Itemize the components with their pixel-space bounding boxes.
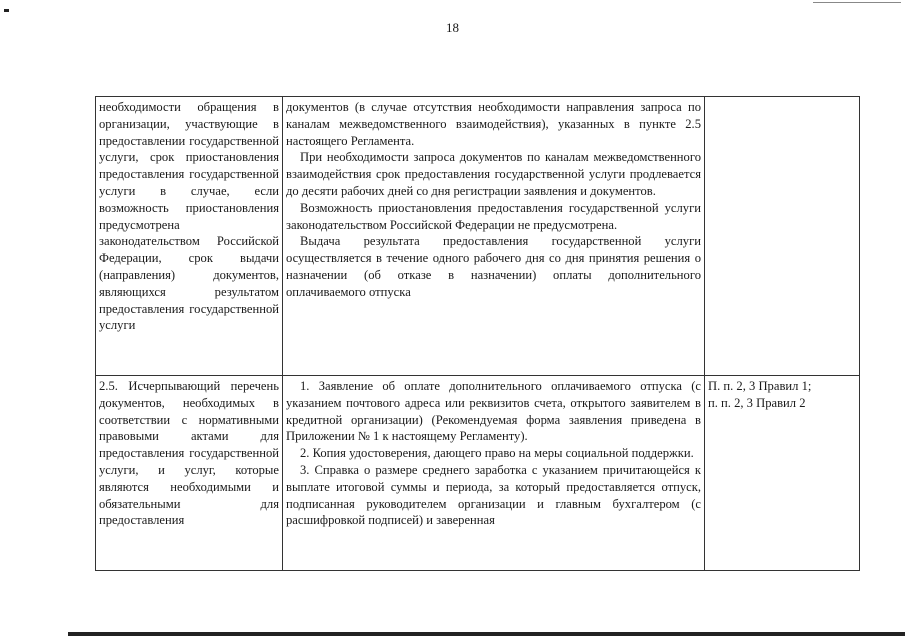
page-number: 18 <box>446 20 459 35</box>
paragraph: документов (в случае отсутствия необходимости направления запроса по каналам межведомственного взаимодействия), указанных в пункте 2.5 настоящего Регламента. <box>286 100 701 148</box>
paragraph: 1. Заявление об оплате дополнительного оплачиваемого отпуска (с указанием почтового адреса или реквизитов счета, открытого заявителем в кредитной организации) (Рекомендуемая форма заявления приведена в Приложении № 1 к настоящему Регламенту). <box>286 379 701 444</box>
table-cell-reference <box>705 376 860 571</box>
table-row <box>96 97 860 376</box>
table-cell-requirement: необходимости обращения в организации, участвующие в предоставлении государственной услуги, срок приостановления предоставления государственной услуги в случае, если возможность приостановления предусмотрена законодательством Российской Федерации, срок выдачи (направления) документов, являющихся результатом предоставления государственной услуги <box>96 97 283 376</box>
paragraph: При необходимости запроса документов по каналам межведомственного взаимодействия срок предоставления государственной услуги продлевается до десяти рабочих дней со дня регистрации заявления и документов. <box>286 150 701 198</box>
paragraph: Возможность приостановления предоставления государственной услуги законодательством Российской Федерации не предусмотрена. <box>286 200 701 232</box>
reference-line: п. п. 2, 3 Правил 2 <box>708 395 806 410</box>
table-cell-content <box>283 376 705 571</box>
regulation-table <box>95 96 860 571</box>
paragraph: 3. Справка о размере среднего заработка с указанием причитающейся к выплате итоговой суммы и периода, за который предоставляется отпуск, подписанная руководителем организации и главным бухгалтером (с расшифровкой подписей) и заверенная <box>286 462 701 528</box>
table-cell-requirement: 2.5. Исчерпывающий перечень документов, необходимых в соответствии с нормативными правовыми актами для предоставления государственной услуги, и услуг, которые являются необходимыми и обязательными для предоставления <box>96 376 283 571</box>
table-cell-content <box>283 97 705 376</box>
bottom-rule <box>68 632 905 636</box>
scan-mark-left <box>4 9 9 12</box>
paragraph: 2. Копия удостоверения, дающего право на меры социальной поддержки. <box>300 446 694 461</box>
reference-line: П. п. 2, 3 Правил 1; <box>708 379 812 393</box>
paragraph: Выдача результата предоставления государственной услуги осуществляется в течение одного рабочего дня со дня принятия решения о назначении (об отказе в назначении) оплаты дополнительного оплачиваемого отпуска <box>286 234 701 299</box>
table-cell-reference <box>705 97 860 376</box>
scan-mark-right <box>813 2 901 3</box>
table-row <box>96 376 860 571</box>
